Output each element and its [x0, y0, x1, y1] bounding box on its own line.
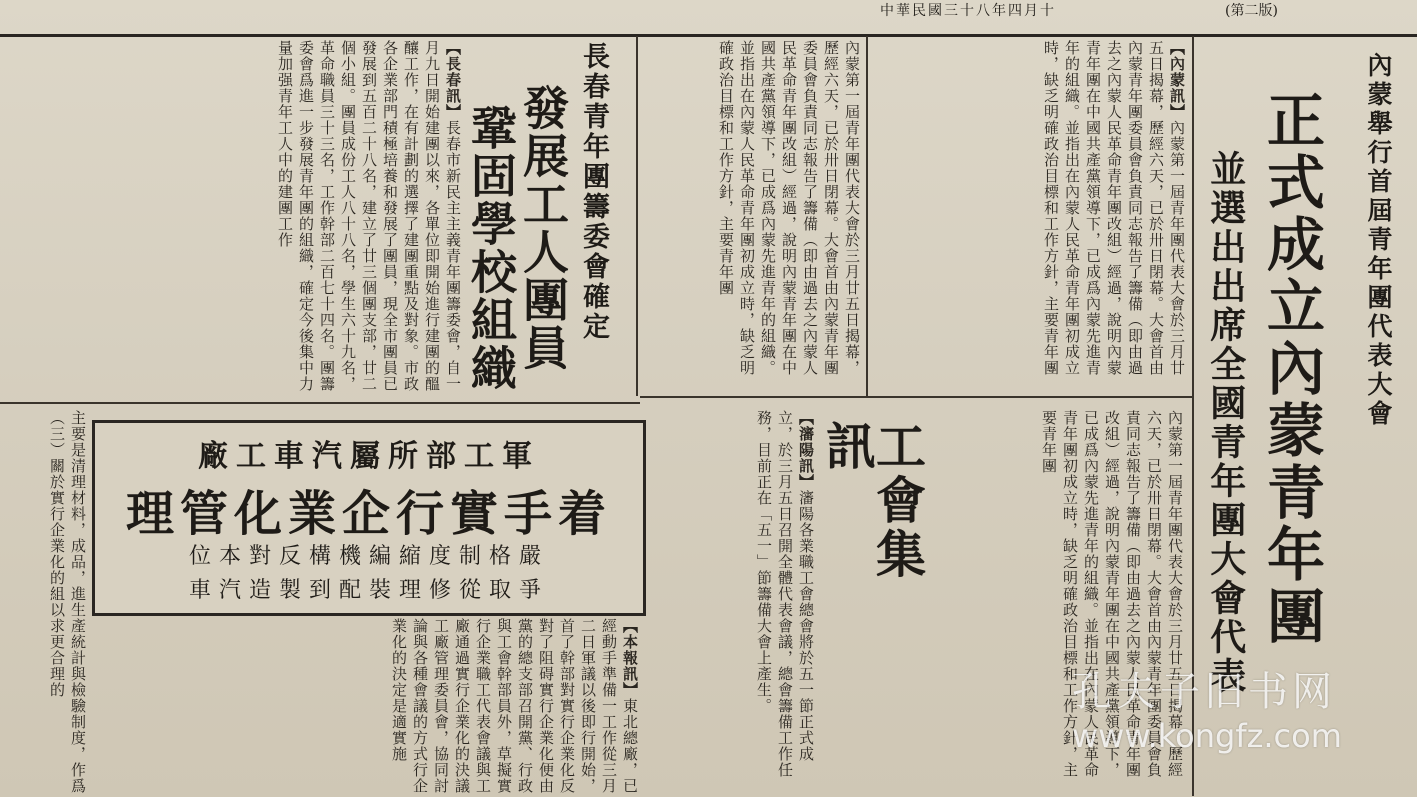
masthead-date: 中華民國三十八年四月十 [880, 3, 1056, 19]
story1-byline: 【內蒙訊】 [1168, 40, 1186, 120]
story2-head-a: 發展工人團員 [516, 84, 570, 372]
boxed-line-3: 位本對反構機編縮度制格嚴 [188, 544, 549, 569]
watermark-text-cn: 孔夫子旧书网 [1072, 669, 1336, 715]
column-rule [866, 36, 868, 396]
boxed-headline [92, 420, 646, 616]
story4-byline: 【本報訊】 [621, 618, 639, 698]
story1-pre-title: 內蒙舉行首屆青年團代表大會 [1364, 52, 1393, 429]
section-rule [640, 396, 1192, 398]
masthead-bar [0, 0, 1417, 37]
boxed-line-1: 廠工車汽屬所部工軍 [198, 439, 540, 474]
page-label: (第二版) [1225, 3, 1278, 19]
site-watermark [1072, 660, 1402, 760]
story1-body [875, 40, 1187, 390]
story2-head-b: 鞏固學校組織 [464, 104, 518, 392]
story1-title: 正式成立內蒙青年團 [1257, 90, 1325, 648]
story1-tail-text: 內蒙第一屆青年團代表大會於三月廿五日揭幕，歷經六天，已於卅日閉幕。大會首由內蒙青年團委員會負責同志報告了籌備（即由過去之內蒙人民革命青年團改組）經過，說明內蒙青年團在中國共產黨領導下，已成爲內蒙先進青年的組織。並指出在內蒙人民革命青年團初成立時，缺乏明確政治目標和工作方針，主要青年團 [1040, 410, 1184, 778]
story3-byline: 【瀋陽訊】 [797, 410, 815, 490]
story4-text: 東北總廠，已經動手準備一工作從三月二日軍議以後即行開始，首了幹部對實行企業化反對了阻碍實行企業化便由黨的總支部召開黨、行政與工會幹部員外，草擬實行企業職工代表會議與工廠通過實行企業化的決議工廠管理委員會，協同討論與各種會議的方式行企業化的決定是適實施 [390, 618, 639, 794]
story3-text: 瀋陽各業職工會總會將於五一節正式成立，於三月五日召開全體代表會議，總會籌備工作任務，目前正在「五一」節籌備大會上產生。 [755, 410, 815, 778]
story1-continued-text: 內蒙第一屆青年團代表大會於三月廿五日揭幕，歷經六天，已於卅日閉幕。大會首由內蒙青年團委員會負責同志報告了籌備（即由過去之內蒙人民革命青年團改組）經過，說明內蒙青年團在中國共產黨領導下，已成爲內蒙先進青年的組織。並指出在內蒙人民革命青年團初成立時，缺乏明確政治目標和工作方針，主要青年團 [717, 40, 861, 376]
story3-body [646, 410, 816, 790]
left-strip-text: 主要是清理材料，成品，進生產統計與檢驗制度，作爲（三）關於實行企業化的組以求更合理的 [48, 410, 87, 794]
story1-continued [640, 40, 862, 390]
story3-head: 工會集訊 [818, 420, 927, 582]
story2-body [8, 40, 463, 400]
left-strip-body [0, 410, 88, 796]
story4-body [92, 618, 640, 796]
story2-kicker: 長春青年團籌委會確定 [578, 42, 609, 342]
story2-byline: 【長春訊】 [444, 40, 462, 120]
watermark-url: www.kongfz.com [1072, 717, 1342, 755]
section-rule [0, 402, 640, 404]
column-rule [636, 36, 638, 396]
boxed-line-4: 車汽造製到配裝理修從取爭 [188, 578, 549, 603]
story1-text: 內蒙第一屆青年團代表大會於三月廿五日揭幕，歷經六天，已於卅日閉幕。大會首由內蒙青年團委員會負責同志報告了籌備（即由過去之內蒙人民革命青年團改組）經過，說明內蒙青年團在中國共產黨領導下，已成爲內蒙先進青年的組織。並指出在內蒙人民革命青年團初成立時，缺乏明確政治目標和工作方針，主要青年團 [1042, 40, 1186, 376]
boxed-line-2: 理管化業企行實手着 [125, 486, 612, 542]
story1-subtitle: 並選出出席全國青年團大會代表 [1204, 150, 1247, 696]
story2-text: 長春市新民主主義青年團籌委會，自一月九日開始建團以來，各單位即開始進行建團的醞釀工作，在有計劃的選擇了建團重點及對象。市政各企業部門積極培養和發展了團員，現全市團員已發展到五百二十八名，建立了廿三個團支部，廿二個小組。團員成份工人八十八名，學生六十九名，革命職員三十三名，工作幹部二百七十四名。團籌委會爲進一步發展青年團的組織，確定今後集中力量加强青年工人中的建團工作 [276, 40, 462, 392]
